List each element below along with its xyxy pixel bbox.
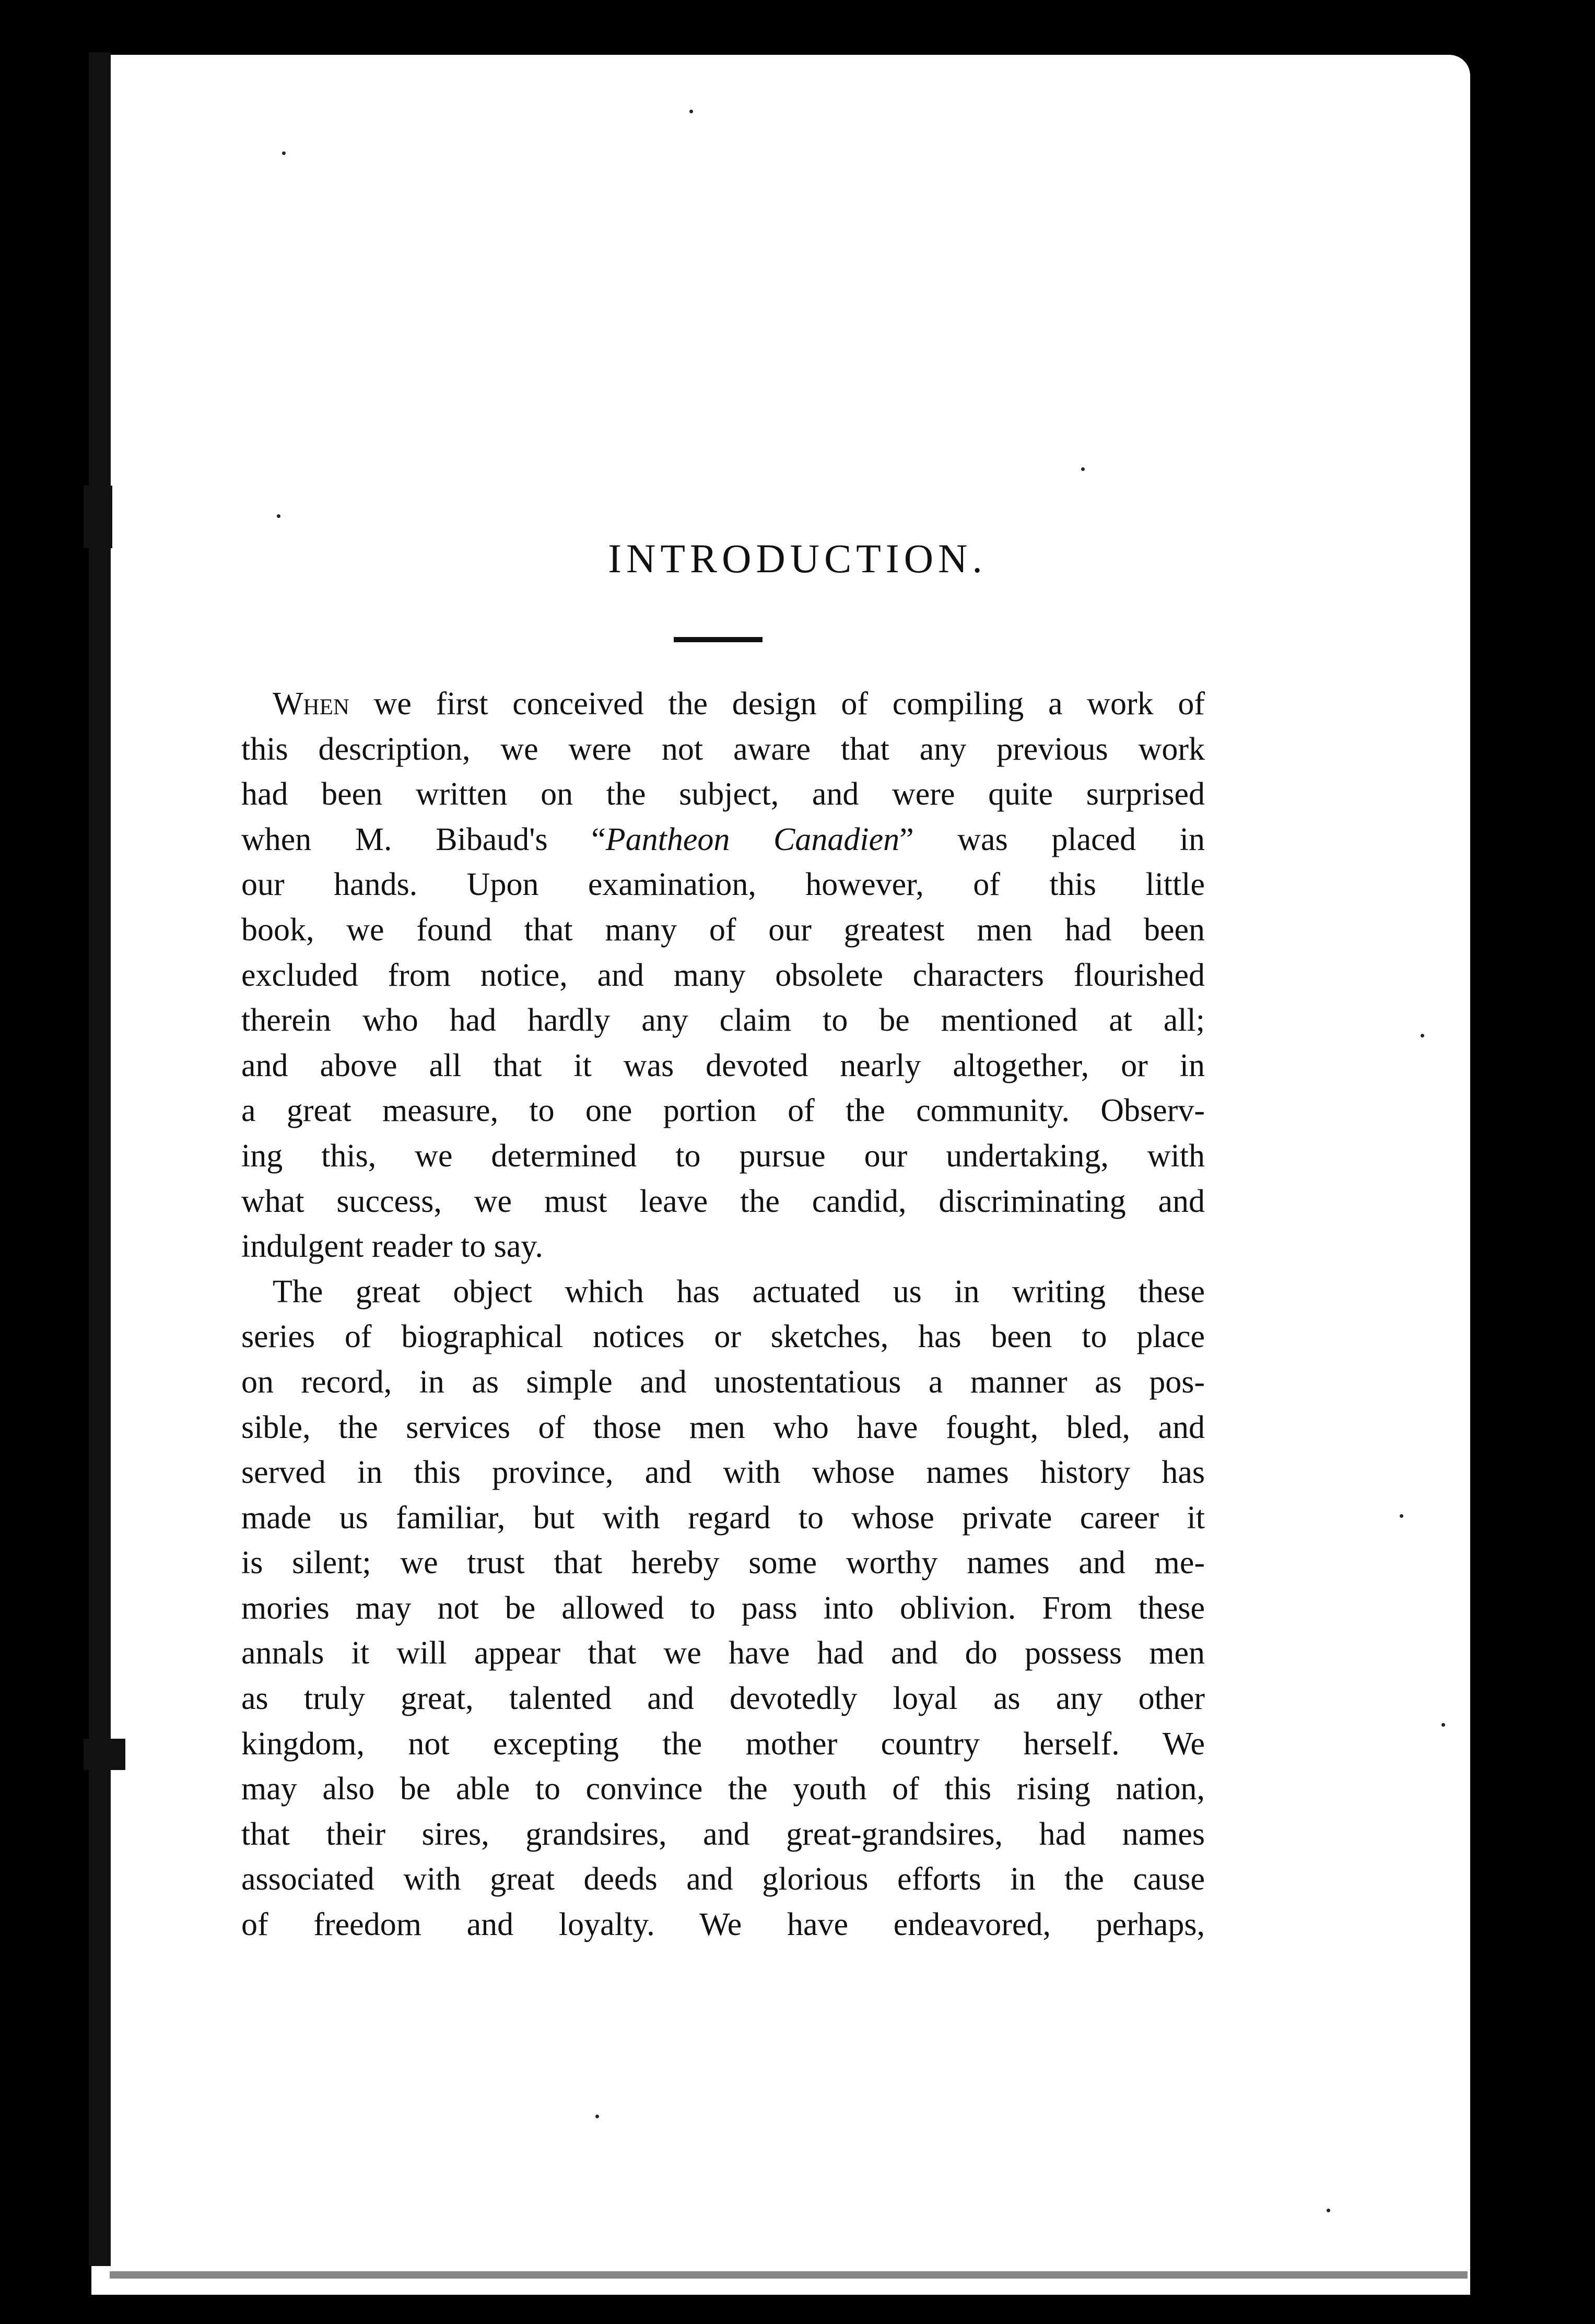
scan-speck — [1441, 1723, 1445, 1727]
page-binding-edge — [89, 52, 111, 2266]
text-line: when M. Bibaud's “Pantheon Canadien” was placed in — [241, 821, 1205, 857]
text-line: annals it will appear that we have had and do possess men — [241, 1635, 1205, 1671]
scan-speck — [1400, 1514, 1403, 1518]
text-line: ing this, we determined to pursue our undertaking, with — [241, 1138, 1205, 1174]
scan-speck — [282, 151, 286, 155]
body-text — [241, 681, 1205, 1948]
text-line: this description, we were not aware that any previous work — [241, 731, 1205, 767]
page-title: INTRODUCTION. — [608, 536, 987, 581]
scan-speck — [277, 514, 280, 518]
italic-title: Pantheon Canadien — [605, 821, 900, 857]
text-line: sible, the services of those men who have fought, bled, and — [241, 1409, 1205, 1445]
text-line: When we first conceived the design of compiling a work of — [273, 686, 1205, 722]
text-line: as truly great, talented and devotedly loyal as any other — [241, 1681, 1205, 1717]
title-rule — [674, 637, 763, 642]
text-line: The great object which has actuated us in writing these — [273, 1273, 1205, 1310]
scan-speck — [1421, 1034, 1424, 1037]
scan-speck — [689, 110, 693, 113]
page-bottom-edge — [110, 2271, 1468, 2279]
text-line: and above all that it was devoted nearly altogether, or in — [241, 1047, 1205, 1083]
text-line: associated with great deeds and glorious efforts in the cause — [241, 1861, 1205, 1897]
text-line: on record, in as simple and unostentatious a manner as pos- — [241, 1364, 1205, 1400]
scan-border-top — [0, 0, 1595, 57]
scan-speck — [1081, 467, 1085, 471]
text-line: series of biographical notices or sketches, has been to place — [241, 1319, 1205, 1355]
text-line: may also be able to convince the youth of this rising nation, — [241, 1771, 1205, 1807]
text-line: our hands. Upon examination, however, of this little — [241, 867, 1205, 903]
scan-border-right — [1475, 0, 1595, 2324]
drop-word: When — [273, 686, 349, 722]
text-line: is silent; we trust that hereby some worthy names and me- — [241, 1545, 1205, 1581]
scan-speck — [595, 2115, 599, 2118]
scan-border-left — [0, 0, 89, 2324]
text-line: therein who had hardly any claim to be mentioned at all; — [241, 1002, 1205, 1039]
text-line: kingdom, not excepting the mother country herself. We — [241, 1726, 1205, 1762]
text-line: book, we found that many of our greatest men had been — [241, 912, 1205, 948]
text-line: made us familiar, but with regard to whose private career it — [241, 1500, 1205, 1536]
text-line: indulgent reader to say. — [241, 1229, 543, 1265]
text-line: mories may not be allowed to pass into oblivion. From these — [241, 1590, 1205, 1626]
text-line: had been written on the subject, and were quite surprised — [241, 776, 1205, 812]
binding-notch — [84, 1739, 125, 1770]
text-line: served in this province, and with whose names history has — [241, 1455, 1205, 1491]
text-line: what success, we must leave the candid, discriminating and — [241, 1183, 1205, 1219]
scan-speck — [1327, 2209, 1330, 2212]
text-line: of freedom and loyalty. We have endeavored, perhaps, — [241, 1907, 1205, 1943]
text-line: excluded from notice, and many obsolete characters flourished — [241, 957, 1205, 993]
text-line: a great measure, to one portion of the community. Observ- — [241, 1093, 1205, 1129]
text-line: that their sires, grandsires, and great-grandsires, had names — [241, 1816, 1205, 1852]
